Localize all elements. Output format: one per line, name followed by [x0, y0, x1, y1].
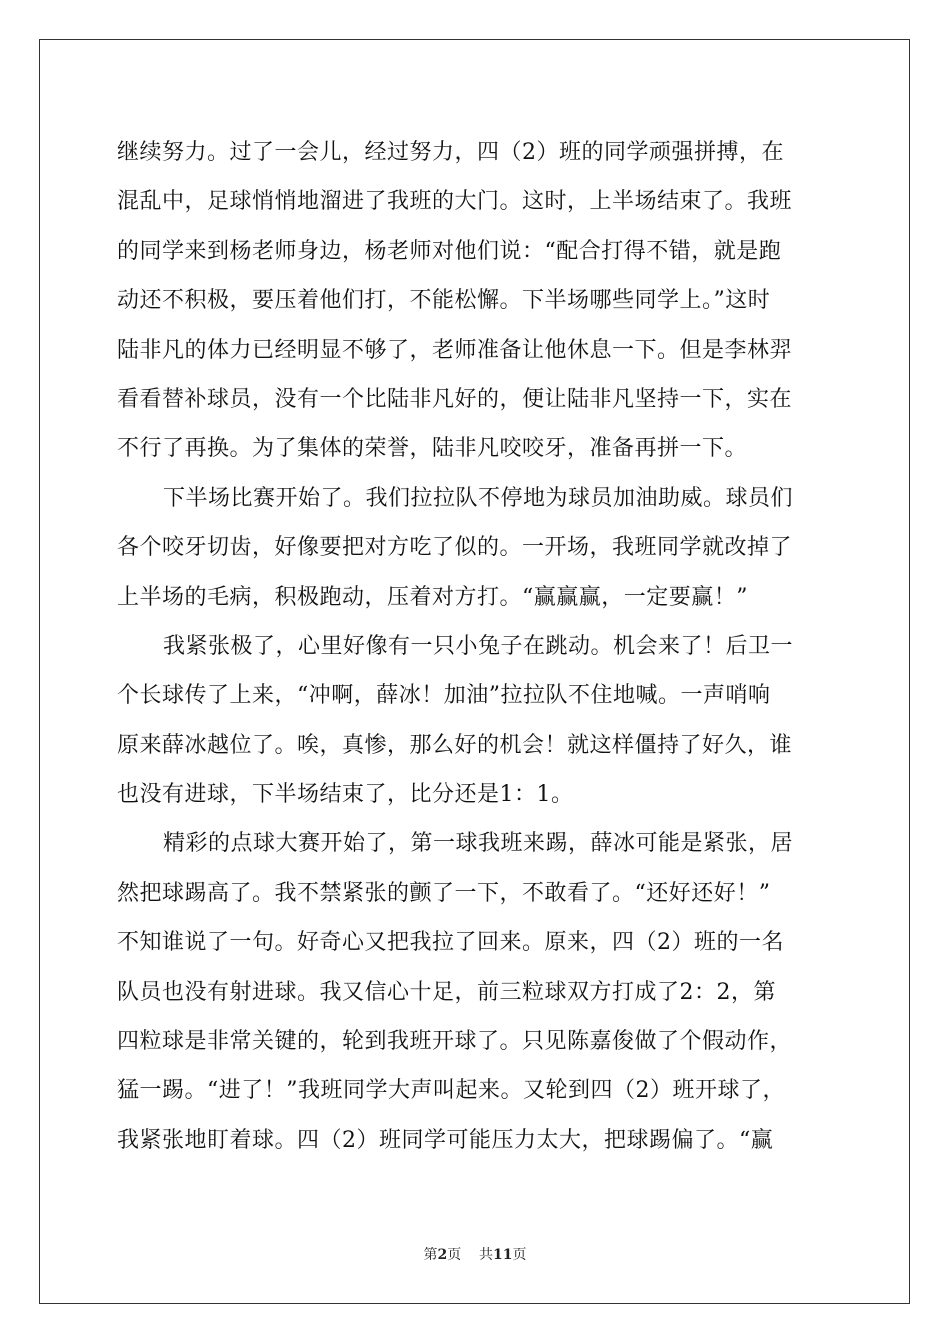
text-line: 猛一踢。“进了！”我班同学大声叫起来。又轮到四（2）班开球了，	[117, 1078, 785, 1104]
text-line: 混乱中，足球悄悄地溜进了我班的大门。这时，上半场结束了。我班	[117, 189, 793, 215]
text-line: 上半场的毛病，积极跑动，压着对方打。“赢赢赢，一定要赢！”	[117, 584, 748, 610]
text-line: 四粒球是非常关键的，轮到我班开球了。只见陈嘉俊做了个假动作，	[117, 1029, 793, 1055]
total-label-prefix: 共	[479, 1247, 494, 1263]
text-line: 看看替补球员，没有一个比陆非凡好的，便让陆非凡坚持一下，实在	[117, 386, 793, 412]
text-line: 我紧张地盯着球。四（2）班同学可能压力太大，把球踢偏了。“赢	[117, 1127, 774, 1153]
text-line: 队员也没有射进球。我又信心十足，前三粒球双方打成了2：2，第	[117, 979, 776, 1005]
text-line: 陆非凡的体力已经明显不够了，老师准备让他休息一下。但是李林羿	[117, 337, 793, 363]
text-line: 下半场比赛开始了。我们拉拉队不停地为球员加油助威。球员们	[163, 485, 794, 511]
page-label-suffix: 页	[447, 1247, 462, 1263]
page-number: 2	[437, 1247, 448, 1263]
text-line: 的同学来到杨老师身边，杨老师对他们说：“配合打得不错，就是跑	[117, 238, 782, 264]
text-line: 精彩的点球大赛开始了，第一球我班来踢，薛冰可能是紧张，居	[163, 831, 794, 857]
page-label-prefix: 第	[423, 1247, 438, 1263]
text-line: 各个咬牙切齿，好像要把对方吃了似的。一开场，我班同学就改掉了	[117, 535, 793, 561]
text-line: 原来薛冰越位了。唉，真惨，那么好的机会！就这样僵持了好久，谁	[117, 732, 793, 758]
text-line: 动还不积极，要压着他们打，不能松懈。下半场哪些同学上。”这时	[117, 288, 771, 314]
text-line: 继续努力。过了一会儿，经过努力，四（2）班的同学顽强拼搏，在	[117, 140, 784, 165]
text-line: 我紧张极了，心里好像有一只小兔子在跳动。机会来了！后卫一	[163, 633, 794, 659]
text-line: 个长球传了上来，“冲啊，薛冰！加油”拉拉队不住地喊。一声哨响	[117, 683, 771, 709]
text-line: 也没有进球，下半场结束了，比分还是1：1。	[117, 782, 574, 808]
page-footer	[0, 1245, 950, 1265]
text-line: 不知谁说了一句。好奇心又把我拉了回来。原来，四（2）班的一名	[117, 930, 784, 956]
document-body	[117, 128, 857, 1165]
total-label-suffix: 页	[512, 1247, 527, 1263]
text-line: 然把球踢高了。我不禁紧张的颤了一下，不敢看了。“还好还好！”	[117, 880, 771, 906]
text-line: 不行了再换。为了集体的荣誉，陆非凡咬咬牙，准备再拼一下。	[117, 436, 748, 462]
total-pages: 11	[493, 1247, 513, 1263]
